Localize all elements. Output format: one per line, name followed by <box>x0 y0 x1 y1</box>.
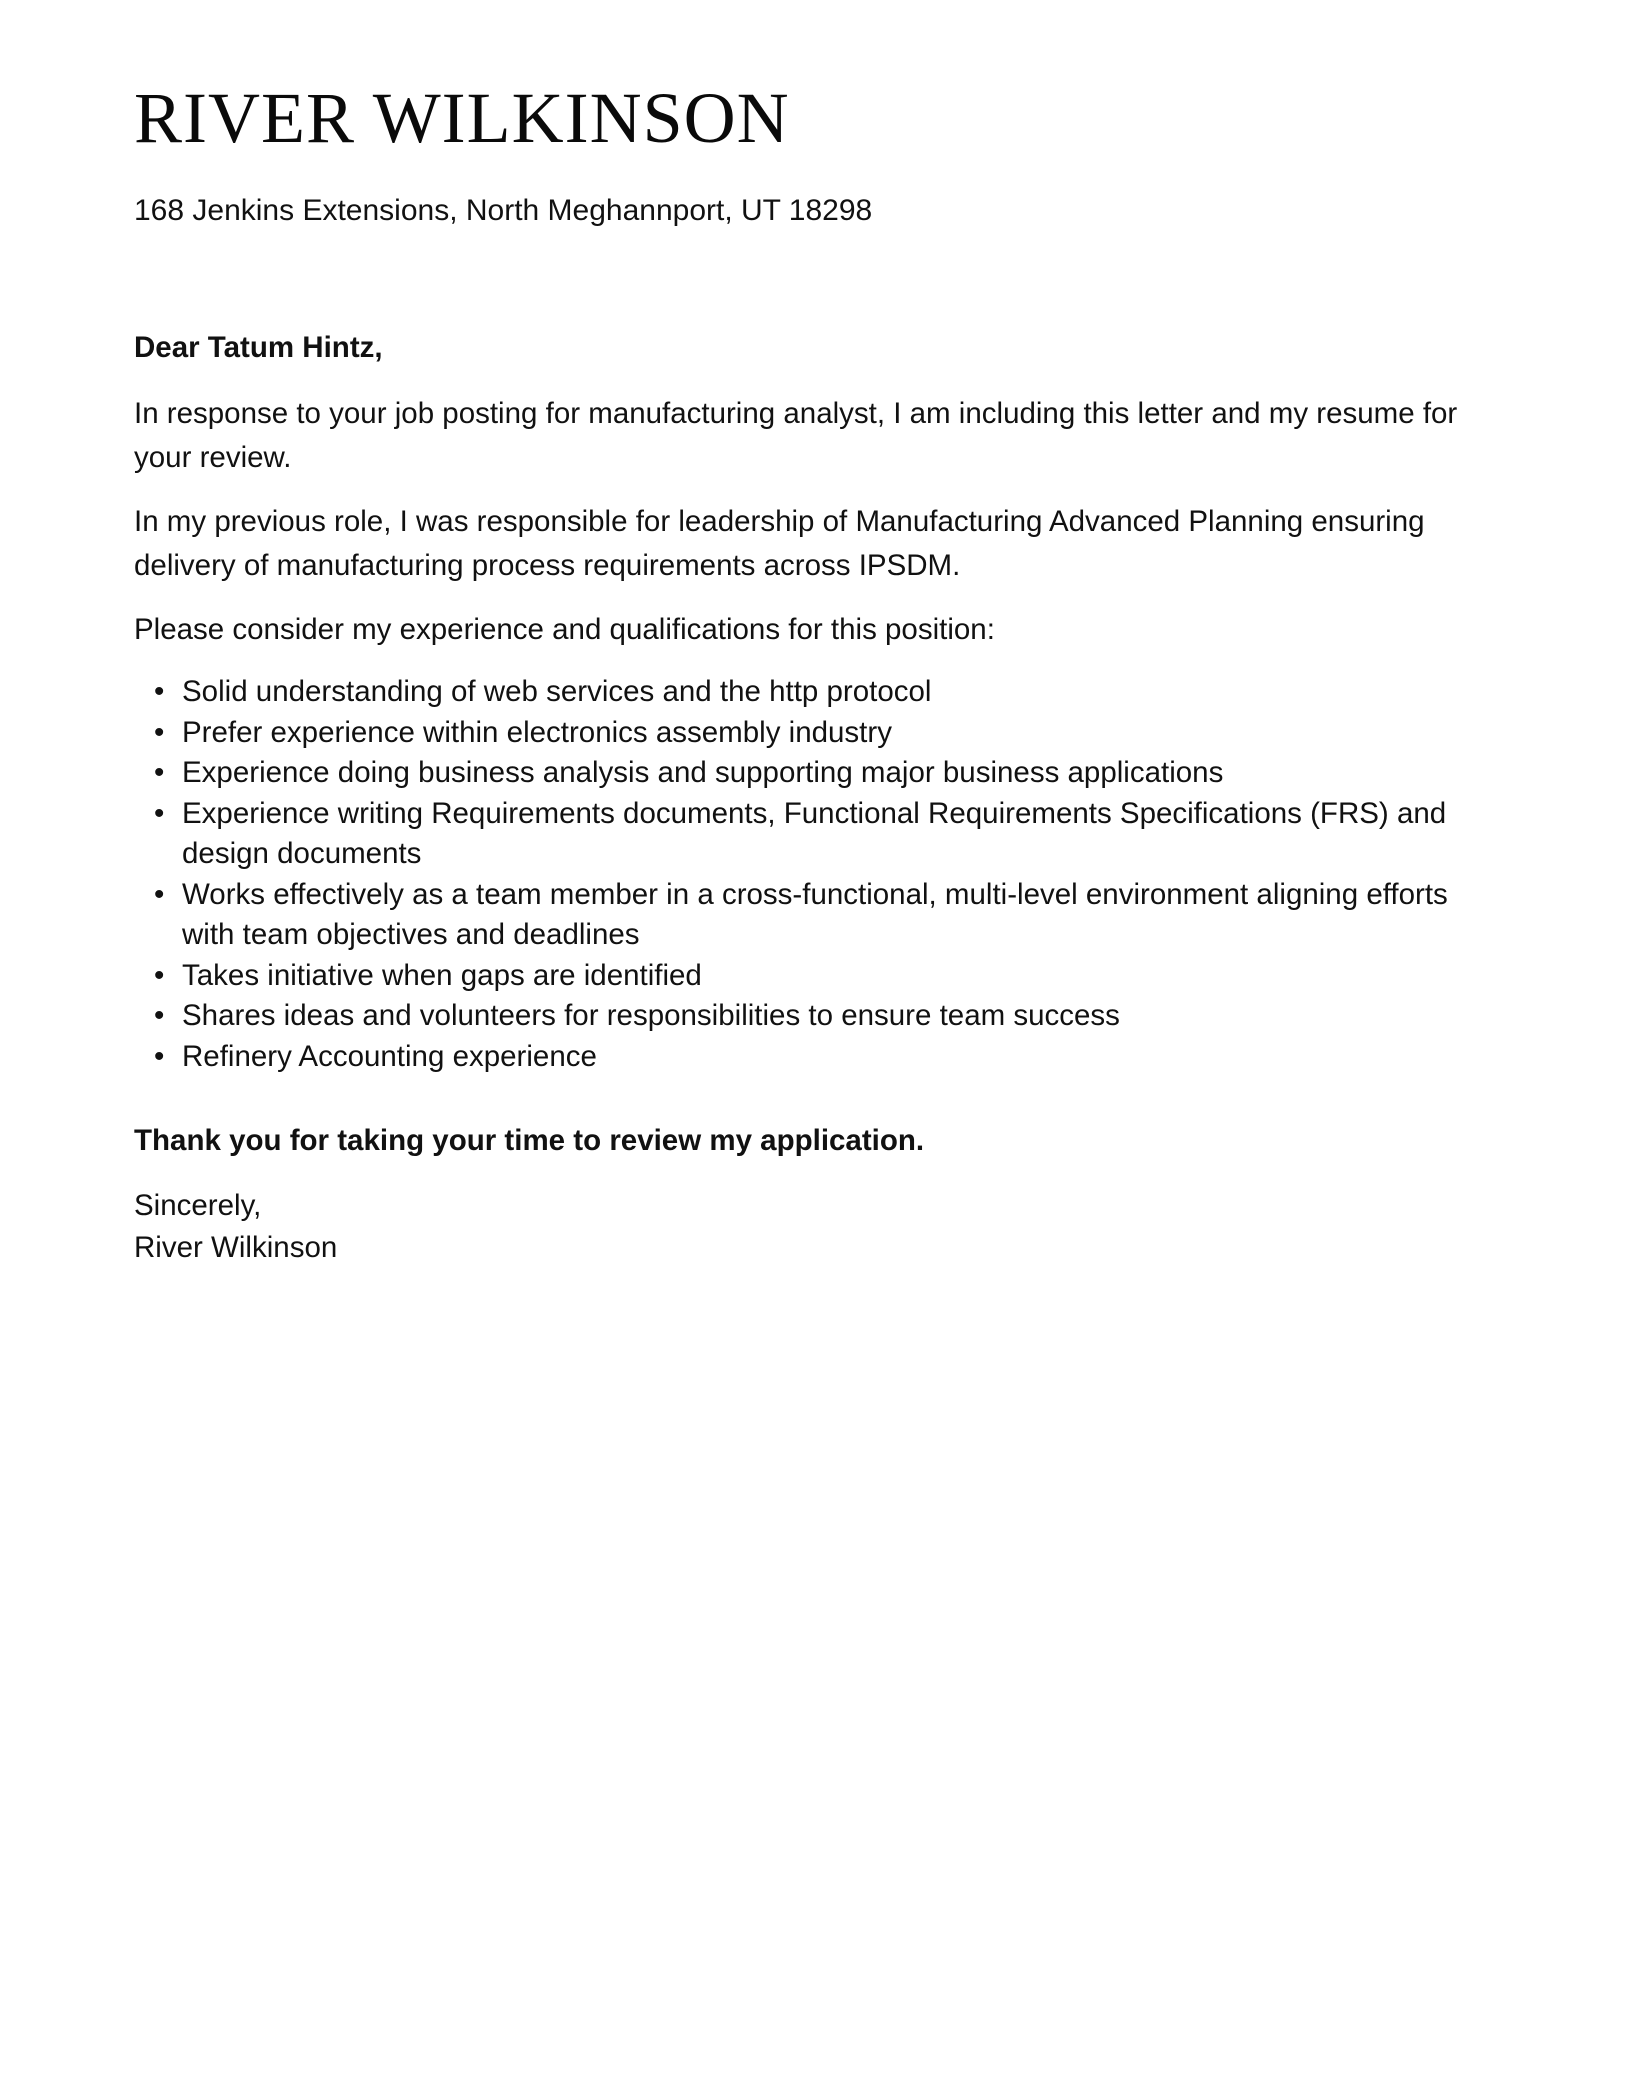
applicant-name-heading: RIVER WILKINSON <box>134 78 790 158</box>
paragraph-previous-role: In my previous role, I was responsible for leadership of Manufacturing Advanced Planning ensuring delivery of manufacturing process requirements across IPSDM. <box>134 505 1425 582</box>
closing: Sincerely, <box>134 1189 262 1222</box>
list-item-text: Works effectively as a team member in a cross-functional, multi-level environment aligning efforts with team objectives and deadlines <box>182 877 1448 951</box>
bullet-icon: • <box>154 715 165 749</box>
paragraph-intro-response: In response to your job posting for manufacturing analyst, I am including this letter and my resume for your review. <box>134 397 1458 474</box>
list-item <box>134 672 1504 713</box>
list-item <box>134 996 1504 1037</box>
list-item <box>134 753 1504 794</box>
qualifications-list <box>134 672 1504 1077</box>
signature: River Wilkinson <box>134 1231 338 1264</box>
applicant-address: 168 Jenkins Extensions, North Meghannport, UT 18298 <box>134 194 873 227</box>
list-item-text: Solid understanding of web services and the http protocol <box>182 675 932 708</box>
bullet-icon: • <box>154 958 165 992</box>
list-item-text: Experience doing business analysis and supporting major business applications <box>182 756 1224 789</box>
list-item <box>134 1037 1504 1078</box>
list-item-text: Refinery Accounting experience <box>182 1039 597 1073</box>
bullet-icon: • <box>154 877 165 911</box>
list-item-text: Experience writing Requirements documents, Functional Requirements Specifications (FRS) and design documents <box>182 796 1447 870</box>
greeting: Dear Tatum Hintz, <box>134 331 383 364</box>
bullet-icon: • <box>154 796 165 830</box>
list-item <box>134 713 1504 754</box>
bullet-icon: • <box>154 1039 165 1073</box>
bullet-icon: • <box>154 675 165 708</box>
thank-you-line: Thank you for taking your time to review my application. <box>134 1124 925 1157</box>
bullet-icon: • <box>154 756 165 789</box>
list-item <box>134 794 1504 875</box>
letter-body <box>134 326 1504 1269</box>
list-item-text: Takes initiative when gaps are identified <box>182 958 702 992</box>
qualifications-intro: Please consider my experience and qualifications for this position: <box>134 613 995 646</box>
bullet-icon: • <box>154 999 165 1032</box>
list-item-text: Shares ideas and volunteers for responsibilities to ensure team success <box>182 999 1120 1032</box>
list-item-text: Prefer experience within electronics assembly industry <box>182 715 892 749</box>
list-item <box>134 875 1504 956</box>
list-item <box>134 956 1504 997</box>
